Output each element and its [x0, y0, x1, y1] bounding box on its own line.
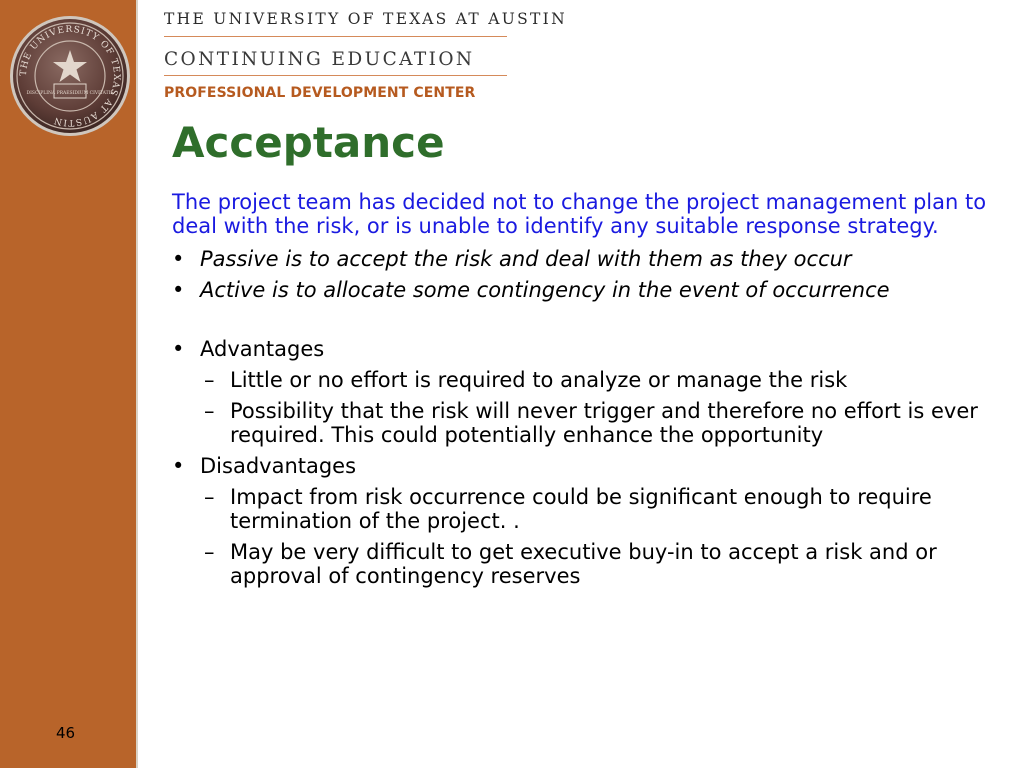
bullet-active [172, 278, 1002, 302]
bullet-passive [172, 247, 1002, 271]
page-number: 46 [56, 724, 76, 742]
sidebar-divider [136, 0, 138, 768]
header-continuing-education: CONTINUING EDUCATION [164, 49, 475, 70]
dash-marker: – [204, 399, 215, 423]
bullet-text: Passive is to accept the risk and deal with them as they occur [200, 247, 852, 271]
header [164, 10, 567, 101]
bullet-heading: Disadvantages [200, 454, 357, 478]
spacer [172, 309, 1002, 337]
sub-item-text: Possibility that the risk will never trigger and therefore no effort is ever required. This could potentially enhance the opportunity [230, 399, 978, 447]
dash-marker: – [204, 485, 215, 509]
header-professional-development: PROFESSIONAL DEVELOPMENT CENTER [164, 85, 476, 101]
slide-title: Acceptance [172, 118, 445, 167]
sub-item [172, 399, 1002, 447]
sub-item [172, 368, 1002, 392]
seal-outer-text: THE UNIVERSITY OF TEXAS AT AUSTIN [18, 24, 122, 128]
seal-inner-text: DISCIPLINA PRAESIDIUM CIVITATIS [26, 91, 114, 96]
header-rule-top [164, 36, 507, 37]
bullet-marker: • [172, 454, 185, 478]
dash-marker: – [204, 368, 215, 392]
intro-paragraph: The project team has decided not to change the project management plan to deal with the risk, or is unable to identify any suitable response strategy. [172, 190, 987, 238]
bullet-disadvantages [172, 454, 1002, 478]
sub-item-text: Impact from risk occurrence could be significant enough to require termination of the project. . [230, 485, 932, 533]
bullet-marker: • [172, 337, 185, 361]
sub-item [172, 540, 1002, 588]
sub-item-text: Little or no effort is required to analyze or manage the risk [230, 368, 848, 392]
dash-marker: – [204, 540, 215, 564]
sub-item [172, 485, 1002, 533]
bullet-marker: • [172, 247, 185, 271]
slide-content [172, 190, 1002, 595]
header-rule-bottom [164, 75, 507, 76]
university-seal [8, 14, 132, 138]
sub-item-text: May be very difficult to get executive buy-in to accept a risk and or approval of contingency reserves [230, 540, 937, 588]
bullet-marker: • [172, 278, 185, 302]
bullet-advantages [172, 337, 1002, 361]
header-university: THE UNIVERSITY OF TEXAS AT AUSTIN [164, 10, 567, 28]
bullet-heading: Advantages [200, 337, 325, 361]
bullet-text: Active is to allocate some contingency in the event of occurrence [200, 278, 890, 302]
